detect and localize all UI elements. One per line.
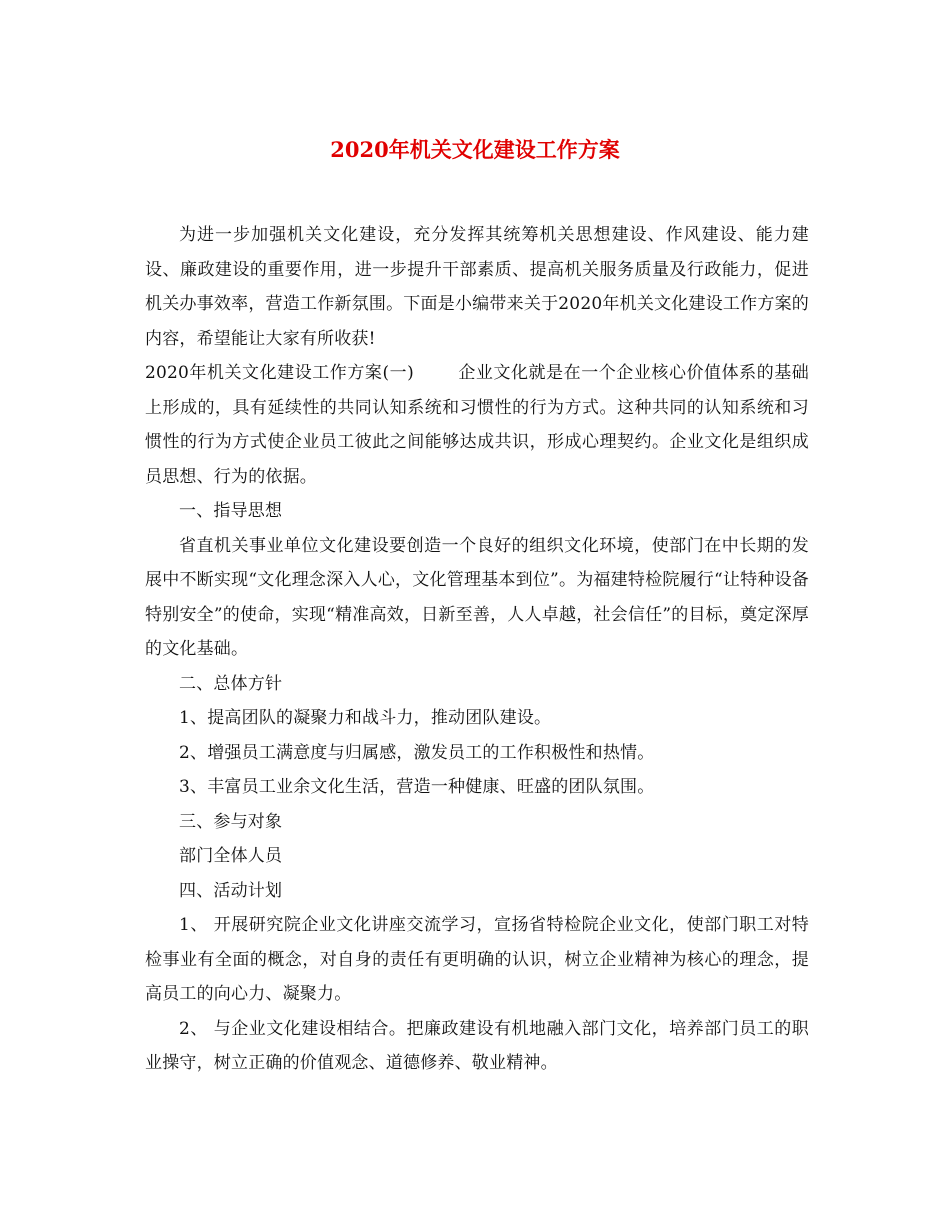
- heading-guiding-thought: 一、指导思想: [179, 501, 283, 521]
- participants-paragraph: 部门全体人员: [179, 846, 283, 866]
- document-body: [145, 218, 809, 1081]
- section-one-paragraph: [145, 356, 809, 494]
- intro-paragraph: 为进一步加强机关文化建设，充分发挥其统筹机关思想建设、作风建设、能力建设、廉政建设的重要作用，进一步提升干部素质、提高机关服务质量及行政能力，促进机关办事效率，营造工作新氛围。下面是小编带来关于2020年机关文化建设工作方案的内容，希望能让大家有所收获!: [145, 225, 809, 349]
- activity-item: 1、 开展研究院企业文化讲座交流学习，宣扬省特检院企业文化，使部门职工对特检事业有全面的概念，对自身的责任有更明确的认识，树立企业精神为核心的理念，提高员工的向心力、凝聚力。: [145, 915, 809, 1004]
- heading-participants: 三、参与对象: [179, 811, 283, 832]
- section-heading: 2020年机关文化建设工作方案(一): [145, 363, 415, 383]
- heading-general-policy: 二、总体方针: [179, 673, 283, 694]
- heading-activity-plan: 四、活动计划: [179, 880, 283, 901]
- document-title: 2020年机关文化建设工作方案: [330, 137, 620, 162]
- policy-item: 2、增强员工满意度与归属感，激发员工的工作积极性和热情。: [179, 742, 655, 763]
- activity-item: 2、 与企业文化建设相结合。把廉政建设有机地融入部门文化，培养部门员工的职业操守，树立正确的价值观念、道德修养、敬业精神。: [145, 1018, 809, 1073]
- policy-item: 3、丰富员工业余文化生活，营造一种健康、旺盛的团队氛围。: [179, 777, 655, 797]
- policy-item: 1、提高团队的凝聚力和战斗力，推动团队建设。: [179, 708, 552, 728]
- section-intro-text: 企业文化就是在一个企业核心价值体系的基础上形成的，具有延续性的共同认知系统和习惯性的行为方式。这种共同的认知系统和习惯性的行为方式使企业员工彼此之间能够达成共识，形成心理契约。企业文化是组织成员思想、行为的依据。: [145, 363, 809, 487]
- guiding-thought-paragraph: 省直机关事业单位文化建设要创造一个良好的组织文化环境，使部门在中长期的发展中不断实现“文化理念深入人心，文化管理基本到位”。为福建特检院履行“让特种设备特别安全”的使命，实现“精准高效，日新至善，人人卓越，社会信任”的目标，奠定深厚的文化基础。: [145, 535, 809, 659]
